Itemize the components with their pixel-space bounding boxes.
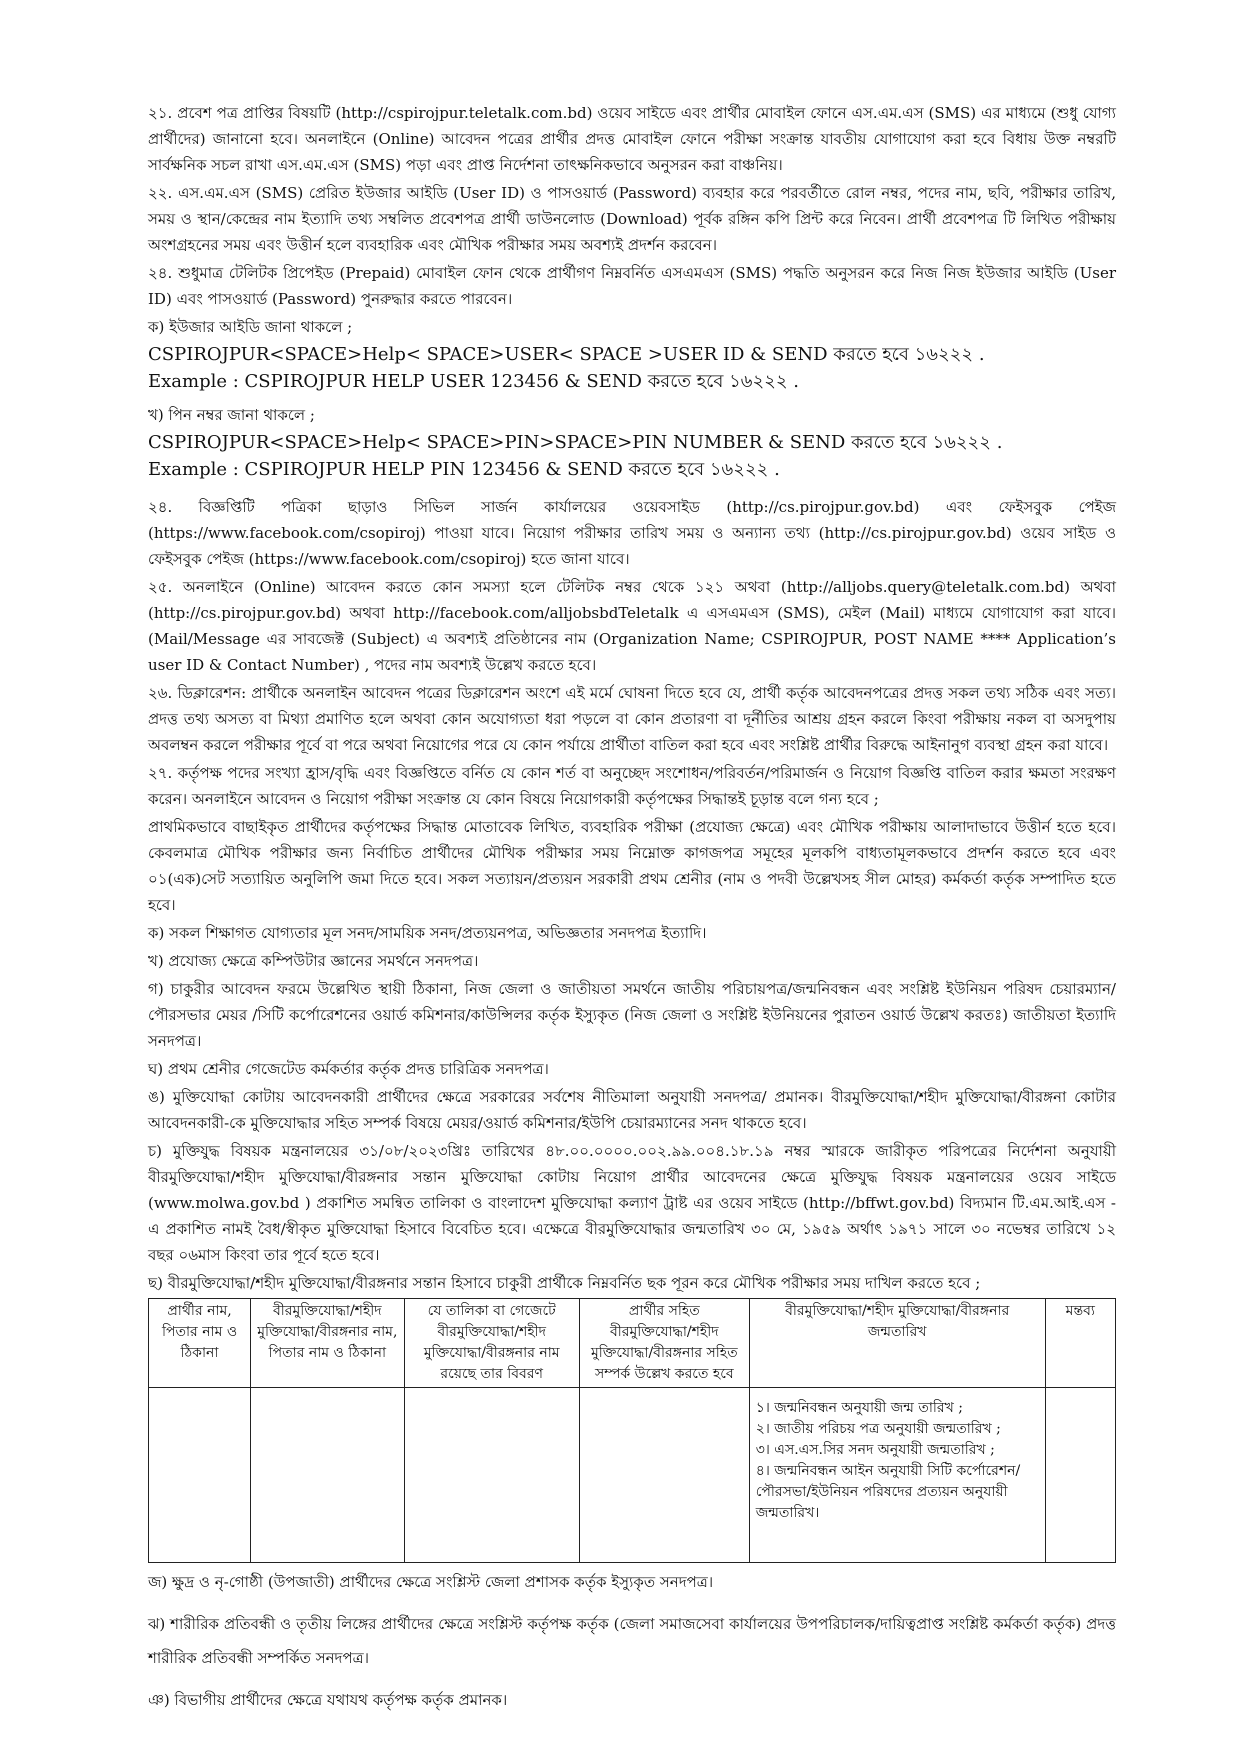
paragraph-kha: খ) পিন নম্বর জানা থাকলে ; <box>148 406 315 424</box>
paragraph-p25: ২৫. অনলাইনে (Online) আবেদন করতে কোন সমস্যা হলে টেলিটক নম্বর থেকে ১২১ অথবা (http://alljobs.query@teletalk.com.bd) অথবা (http://cs.pirojpur.gov.bd) অথবা http://facebook.com/alljobsbdTeletalk এ এসএমএস (SMS), মেইল (Mail) মাধ্যমে যোগাযোগ করা যাবে। (Mail/Message এর সাবজেক্ট (Subject) এ অবশ্যই প্রতিষ্ঠানের নাম (Organization Name; CSPIROJPUR, POST NAME **** Application’s user ID & Contact Number) , পদের নাম অবশ্যই উল্লেখ করতে হবে। <box>148 578 1116 674</box>
dob-line: ২। জাতীয় পরিচয় পত্র অনুযায়ী জন্মতারিখ ; <box>755 1421 1001 1437</box>
paragraph-c_ga: গ) চাকুরীর আবেদন ফরমে উল্লেখিত স্থায়ী ঠিকানা, নিজ জেলা ও জাতীয়তা সমর্থনে জাতীয় পরিচায়পত্র/জন্মনিবন্ধন এবং সংশ্লিষ্ট ইউনিয়ন পরিষদ চেয়ারম্যান/পৌরসভার মেয়র /সিটি কর্পোরেশনের ওয়ার্ড কমিশনার/কাউন্সিলর কর্তৃক ইস্যুকৃত (নিজ জেলা ও সংশ্লিষ্ট ইউনিয়নের পুরাতন ওয়ার্ড উল্লেখ করতঃ) জাতীয়তা ইত্যাদি সনদপত্র। <box>148 980 1116 1050</box>
paragraph-c_gha: ঘ) প্রথম শ্রেনীর গেজেটেড কর্মকর্তার কর্তৃক প্রদত্ত চারিত্রিক সনদপত্র। <box>148 1060 549 1078</box>
paragraph: জ) ক্ষুদ্র ও নৃ-গোষ্ঠী (উপজাতী) প্রার্থীদের ক্ষেত্রে সংশ্লিস্ট জেলা প্রশাসক কর্তৃক ইস্যুকৃত সনদপত্র। <box>148 1573 714 1591</box>
paragraph-kha2: Example : CSPIROJPUR HELP PIN 123456 & SEND করতে হবে ১৬২২২ . <box>148 459 780 480</box>
table-cell-empty <box>1045 1388 1115 1563</box>
paragraph: ঝ) শারীরিক প্রতিবন্ধী ও তৃতীয় লিঙ্গের প্রার্থীদের ক্ষেত্রে সংশ্লিস্ট কর্তৃপক্ষ কর্তৃক (জেলা সমাজসেবা কার্যালয়ের উপপরিচালক/দায়িত্বপ্রাপ্ত সংশ্লিষ্ট কর্মকর্তা কর্তৃক) প্রদত্ত শারীরিক প্রতিবন্ধী সম্পর্কিত সনদপত্র। <box>148 1615 1116 1667</box>
dob-line: ১। জন্মনিবন্ধন অনুযায়ী জন্ম তারিখ ; <box>755 1400 963 1416</box>
table-header-cell: প্রার্থীর নাম, পিতার নাম ও ঠিকানা <box>149 1299 251 1388</box>
paragraph-kha1: CSPIROJPUR<SPACE>Help< SPACE>PIN>SPACE>PIN NUMBER & SEND করতে হবে ১৬২২২ . <box>148 432 1003 453</box>
document-page <box>148 100 1116 1715</box>
paragraph-c_uma: ঙ) মুক্তিযোদ্ধা কোটায় আবেদনকারী প্রার্থীদের ক্ষেত্রে সরকারের সর্বশেষ নীতিমালা অনুযায়ী সনদপত্র/ প্রমানক। বীরমুক্তিযোদ্ধা/শহীদ মুক্তিযোদ্ধা/বীরঙ্গনা কোটার আবেদনকারী-কে মুক্তিযোদ্ধার সহিত সম্পর্ক বিষয়ে মেয়র/ওয়ার্ড কমিশনার/ইউপি চেয়ারম্যানের সনদ থাকতে হবে। <box>148 1088 1116 1132</box>
spacer <box>148 484 1116 494</box>
paragraph-p22: ২২. এস.এম.এস (SMS) প্রেরিত ইউজার আইডি (User ID) ও পাসওয়ার্ড (Password) ব্যবহার করে পরবর্তীতে রোল নম্বর, পদের নাম, ছবি, পরীক্ষার তারিখ, সময় ও স্থান/কেন্দ্রের নাম ইত্যাদি তথ্য সম্বলিত প্রবেশপত্র প্রার্থী ডাউনলোড (Download) পূর্বক রঙ্গিন কপি প্রিন্ট করে নিবেন। প্রার্থী প্রবেশপত্র টি লিখিত পরীক্ষায় অংশগ্রহনের সময় এবং উত্তীর্ন হলে ব্যবহারিক এবং মৌখিক পরীক্ষার সময় অবশ্যই প্রদর্শন করবেন। <box>148 184 1116 254</box>
dob-list-cell <box>749 1388 1045 1563</box>
table-cell-empty <box>251 1388 404 1563</box>
dob-line: ৪। জন্মনিবন্ধন আইন অনুযায়ী সিটি কর্পোরেশন/পৌরসভা/ইউনিয়ন পরিষদের প্রত্যয়ন অনুযায়ী জন্মতারিখ। <box>755 1463 1021 1521</box>
paragraph-c_ka: ক) সকল শিক্ষাগত যোগ্যতার মূল সনদ/সাময়িক সনদ/প্রত্যয়নপত্র, অভিজ্ঞতার সনদপত্র ইত্যাদি। <box>148 924 707 942</box>
paragraph-p21: ২১. প্রবেশ পত্র প্রাপ্তির বিষয়টি (http://cspirojpur.teletalk.com.bd) ওয়েব সাইডে এবং প্রার্থীর মোবাইল ফোনে এস.এম.এস (SMS) এর মাধ্যমে (শুধু যোগ্য প্রার্থীদের) জানানো হবে। অনলাইনে (Online) আবেদন পত্রের প্রার্থীর প্রদত্ত মোবাইল ফোনে পরীক্ষা সংক্রান্ত যাবতীয় যোগাযোগ করা হবে বিধায় উক্ত নম্বরটি সার্বক্ষনিক সচল রাখা এস.এম.এস (SMS) পড়া এবং প্রাপ্ত নির্দেশনা তাৎক্ষনিকভাবে অনুসরন করা বাঞ্চনিয়। <box>148 104 1116 174</box>
table-cell-empty <box>579 1388 749 1563</box>
notice-body <box>148 100 1116 1296</box>
paragraph-ka1: CSPIROJPUR<SPACE>Help< SPACE>USER< SPACE >USER ID & SEND করতে হবে ১৬২২২ . <box>148 344 985 365</box>
paragraph-p27b: প্রাথমিকভাবে বাছাইকৃত প্রার্থীদের কর্তৃপক্ষের সিদ্ধান্ত মোতাবেক লিখিত, ব্যবহারিক পরীক্ষা (প্রযোজ্য ক্ষেত্রে) এবং মৌখিক পরীক্ষায় আলাদাভাবে উত্তীর্ন হতে হবে। কেবলমাত্র মৌখিক পরীক্ষার জন্য নির্বাচিত প্রার্থীদের মৌখিক পরীক্ষার সময় নিম্নোক্ত কাগজপত্র সমূহের মূলকপি বাধ্যতামূলকভাবে প্রদর্শন করতে হবে এবং ০১(এক)সেট সত্যায়িত অনুলিপি জমা দিতে হবে। সকল সত্যায়ন/প্রত্যয়ন সরকারী প্রথম শ্রেনীর (নাম ও পদবী উল্লেখসহ সীল মোহর) কর্মকর্তা কর্তৃক সম্পাদিত হতে হবে। <box>148 818 1116 914</box>
paragraph-p24b: ২৪. বিজ্ঞপ্তিটি পত্রিকা ছাড়াও সিভিল সার্জন কার্যালয়ের ওয়েবসাইড (http://cs.pirojpur.gov.bd) এবং ফেইসবুক পেইজ (https://www.facebook.com/csopiroj) পাওয়া যাবে। নিয়োগ পরীক্ষার তারিখ সময় ও অন্যান্য তথ্য (http://cs.pirojpur.gov.bd) ওয়েব সাইড ও ফেইসবুক পেইজ (https://www.facebook.com/csopiroj) হতে জানা যাবে। <box>148 498 1116 568</box>
table-header-cell: মন্তব্য <box>1045 1299 1115 1388</box>
table-cell-empty <box>149 1388 251 1563</box>
paragraph-p26: ২৬. ডিক্লারেশন: প্রার্থীকে অনলাইন আবেদন পত্রের ডিক্লারেশন অংশে এই মর্মে ঘোষনা দিতে হবে যে, প্রার্থী কর্তৃক আবেদনপত্রের প্রদত্ত সকল তথ্য সঠিক এবং সত্য। প্রদত্ত তথ্য অসত্য বা মিথ্যা প্রমাণিত হলে অথবা কোন অযোগ্যতা ধরা পড়লে বা কোন প্রতারণা বা দূর্নীতির আশ্রয় গ্রহন করলে কিংবা পরীক্ষায় নকল বা অসদুপায় অবলম্বন করলে পরীক্ষার পূর্বে বা পরে অথবা নিয়োগের পরে যে কোন পর্যায়ে প্রার্থীতা বাতিল করা হবে এবং সংশ্লিষ্ট প্রার্থীর বিরুদ্ধে আইনানুগ ব্যবস্থা গ্রহন করা যাবে। <box>148 684 1116 754</box>
table-header-cell: বীরমুক্তিযোদ্ধা/শহীদ মুক্তিযোদ্ধা/বীরঙ্গনার জন্মতারিখ <box>749 1299 1045 1388</box>
table-row <box>149 1388 1116 1563</box>
dob-line: ৩। এস.এস.সির সনদ অনুযায়ী জন্মতারিখ ; <box>755 1442 995 1458</box>
freedom-fighter-form-table <box>148 1298 1116 1563</box>
paragraph-p24a: ২৪. শুধুমাত্র টেলিটক প্রিপেইড (Prepaid) মোবাইল ফোন থেকে প্রার্থীগণ নিম্নবর্নিত এসএমএস (SMS) পদ্ধতি অনুসরন করে নিজ নিজ ইউজার আইডি (User ID) এবং পাসওয়ার্ড (Password) পুনরুদ্ধার করতে পারবেন। <box>148 264 1116 308</box>
table-header-cell: প্রার্থীর সহিত বীরমুক্তিযোদ্ধা/শহীদ মুক্তিযোদ্ধা/বীরঙ্গনার সহিত সম্পর্ক উল্লেখ করতে হবে <box>579 1299 749 1388</box>
table-header-row <box>149 1299 1116 1388</box>
paragraph-c_cha: চ) মুক্তিযুদ্ধ বিষয়ক মন্ত্রনালয়ের ৩১/০৮/২০২৩খ্রিঃ তারিখের ৪৮.০০.০০০০.০০২.৯৯.০০৪.১৮.১৯ নম্বর স্মারকে জারীকৃত পরিপত্রের নির্দেশনা অনুযায়ী বীরমুক্তিযোদ্ধা/শহীদ মুক্তিযোদ্ধা/বীরঙ্গনার সন্তান মুক্তিযোদ্ধা কোটায় নিয়োগ প্রার্থীর আবেদনের ক্ষেত্রে মুক্তিযুদ্ধ বিষয়ক মন্ত্রনালয়ের ওয়েব সাইডে (www.molwa.gov.bd ) প্রকাশিত সমন্বিত তালিকা ও বাংলাদেশ মুক্তিযোদ্ধা কল্যাণ ট্রাষ্ট এর ওয়েব সাইডে (http://bffwt.gov.bd) বিদ্যমান টি.এম.আই.এস - এ প্রকাশিত নামই বৈধ/স্বীকৃত মুক্তিযোদ্ধা হিসাবে বিবেচিত হবে। এক্ষেত্রে বীরমুক্তিযোদ্ধার জন্মতারিখ ৩০ মে, ১৯৫৯ অর্থাৎ ১৯৭১ সালে ৩০ নভেম্বর তারিখে ১২ বছর ০৬মাস কিংবা তার পূর্বে হতে হবে। <box>148 1142 1116 1264</box>
paragraph-ka: ক) ইউজার আইডি জানা থাকলে ; <box>148 318 353 336</box>
paragraph-c_kha: খ) প্রযোজ্য ক্ষেত্রে কম্পিউটার জ্ঞানের সমর্থনে সনদপত্র। <box>148 952 479 970</box>
paragraph: ঞ) বিভাগীয় প্রার্থীদের ক্ষেত্রে যথাযথ কর্তৃপক্ষ কর্তৃক প্রমানক। <box>148 1691 508 1709</box>
table-cell-empty <box>404 1388 579 1563</box>
table-header-cell: যে তালিকা বা গেজেটে বীরমুক্তিযোদ্ধা/শহীদ মুক্তিযোদ্ধা/বীরঙ্গনার নাম রয়েছে তার বিবরণ <box>404 1299 579 1388</box>
paragraph-ka2: Example : CSPIROJPUR HELP USER 123456 & SEND করতে হবে ১৬২২২ . <box>148 371 800 392</box>
table-header-cell: বীরমুক্তিযোদ্ধা/শহীদ মুক্তিযোদ্ধা/বীরঙ্গনার নাম, পিতার নাম ও ঠিকানা <box>251 1299 404 1388</box>
paragraph-c_chha: ছ) বীরমুক্তিযোদ্ধা/শহীদ মুক্তিযোদ্ধা/বীরঙ্গনার সন্তান হিসাবে চাকুরী প্রার্থীকে নিম্নবর্নিত ছক পূরন করে মৌখিক পরীক্ষার সময় দাখিল করতে হবে ; <box>148 1274 981 1292</box>
paragraph-p27: ২৭. কর্তৃপক্ষ পদের সংখ্যা হ্রাস/বৃদ্ধি এবং বিজ্ঞপ্তিতে বর্নিত যে কোন শর্ত বা অনুচ্ছেদ সংশোধন/পরিবর্তন/পরিমার্জন ও নিয়োগ বিজ্ঞপ্তি বাতিল করার ক্ষমতা সংরক্ষণ করেন। অনলাইনে আবেদন ও নিয়োগ পরীক্ষা সংক্রান্ত যে কোন বিষয়ে নিয়োগকারী কর্তৃপক্ষের সিদ্ধান্তই চূড়ান্ত বলে গন্য হবে ; <box>148 764 1116 808</box>
